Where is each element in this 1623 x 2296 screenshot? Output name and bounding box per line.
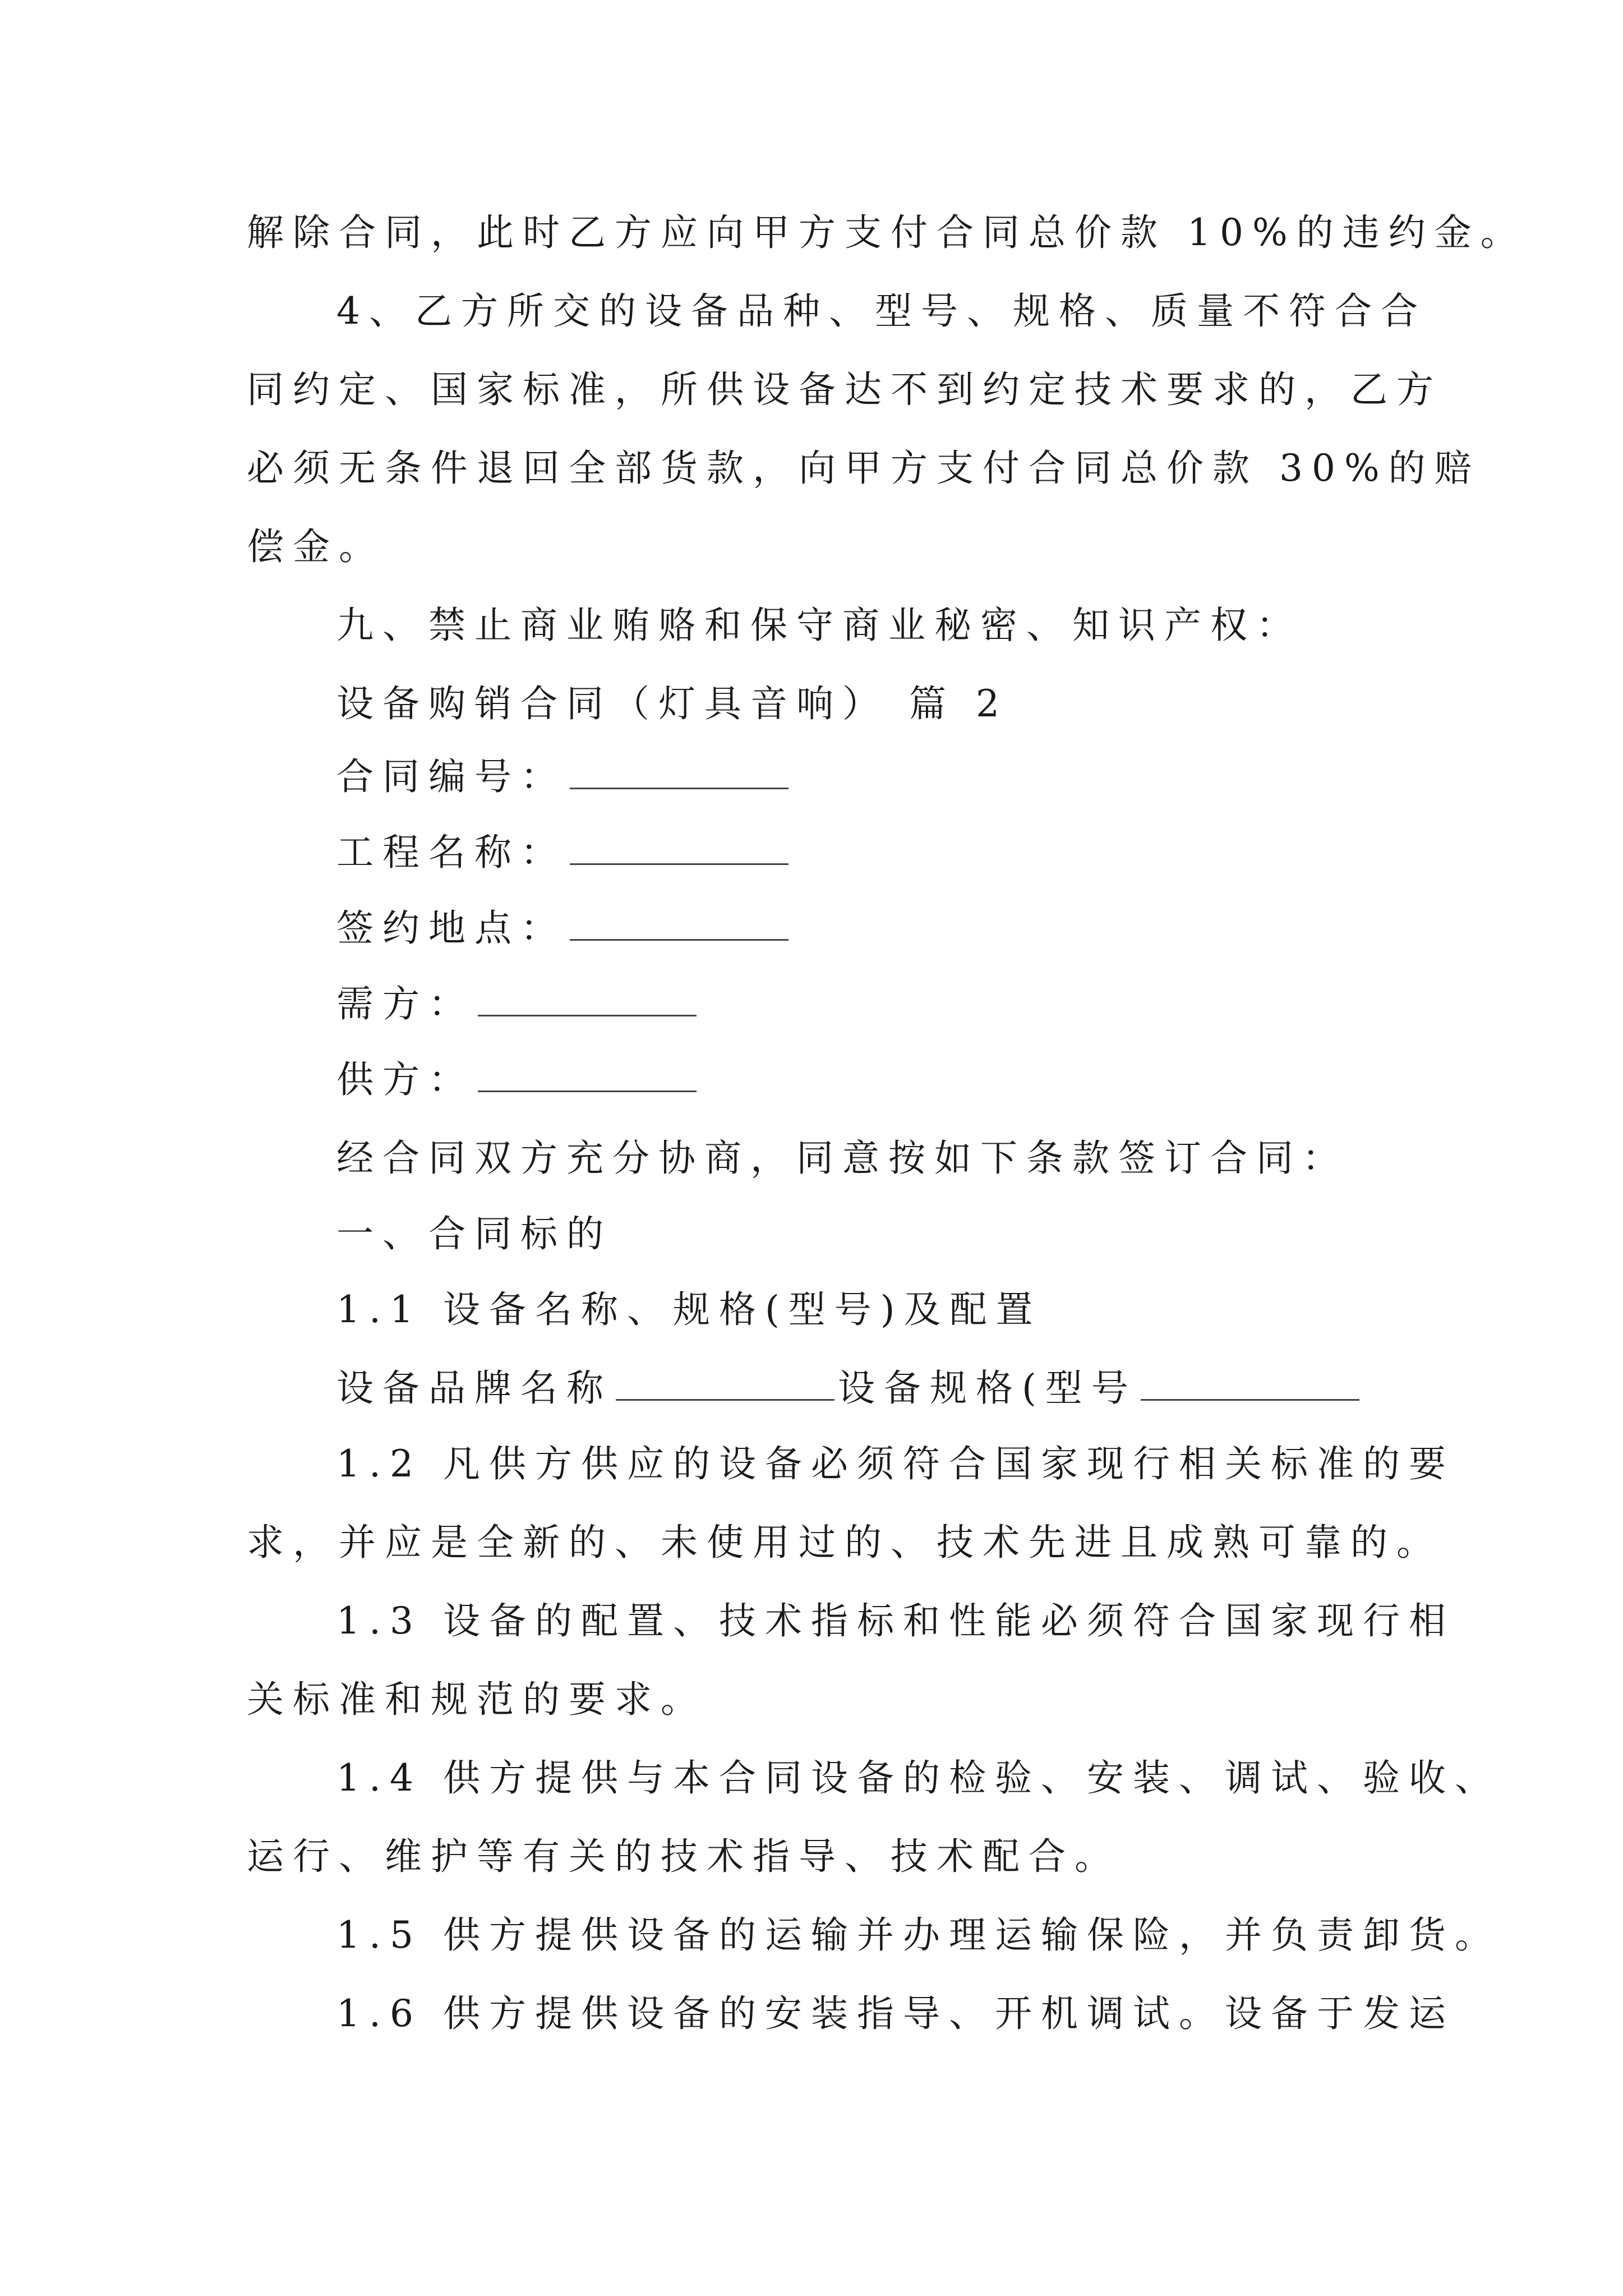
field-supplier (247, 1049, 1623, 1111)
paragraph-line (247, 516, 1623, 578)
line-text: 4、乙方所交的设备品种、型号、规格、质量不符合合 (336, 289, 1427, 333)
paragraph-line (247, 1983, 1623, 2045)
paragraph-line (247, 1279, 1623, 1341)
line-text: 必须无条件退回全部货款，向甲方支付合同总价款 30%的赔 (247, 447, 1481, 490)
line-text: 同约定、国家标准，所供设备达不到约定技术要求的，乙方 (247, 368, 1442, 411)
line-text: 九、禁止商业贿赂和保守商业秘密、知识产权： (336, 604, 1302, 647)
line-text: 关标准和规范的要求。 (247, 1678, 707, 1721)
line-text: 一、合同标的 (336, 1212, 612, 1255)
line-text: 求，并应是全新的、未使用过的、技术先进且成熟可靠的。 (247, 1521, 1442, 1564)
field-label: 设备规格(型号 (838, 1366, 1137, 1410)
paragraph-line (247, 1904, 1623, 1966)
paragraph-line (247, 1747, 1623, 1809)
blank-line (570, 835, 789, 865)
field-signing-location (247, 898, 1623, 959)
line-text: 1.1 设备名称、规格(型号)及配置 (336, 1288, 1042, 1331)
paragraph-line (247, 438, 1623, 499)
field-project-name (247, 822, 1623, 884)
field-equipment-brand-spec (247, 1358, 1623, 1419)
paragraph-line (247, 280, 1623, 342)
paragraph-line (247, 1590, 1623, 1652)
field-label: 供方： (336, 1058, 474, 1101)
blank-line (1141, 1371, 1359, 1401)
field-label: 工程名称： (336, 831, 566, 874)
paragraph-line (247, 1512, 1623, 1573)
line-text: 1.6 供方提供设备的安装指导、开机调试。设备于发运 (336, 1992, 1455, 2035)
section-heading (247, 1203, 1623, 1265)
field-label: 需方： (336, 982, 474, 1025)
blank-line (478, 987, 697, 1016)
field-contract-number (247, 746, 1623, 808)
blank-line (616, 1371, 834, 1401)
line-text: 经合同双方充分协商，同意按如下条款签订合同： (336, 1137, 1348, 1180)
paragraph-line (247, 1128, 1623, 1189)
blank-line (570, 911, 789, 941)
line-text: 1.5 供方提供设备的运输并办理运输保险，并负责卸货。 (336, 1913, 1501, 1957)
field-label: 设备品牌名称 (336, 1366, 612, 1410)
paragraph-line (247, 1433, 1623, 1495)
paragraph-line (247, 1826, 1623, 1888)
field-buyer (247, 973, 1623, 1035)
line-text: 运行、维护等有关的技术指导、技术配合。 (247, 1835, 1121, 1878)
line-text: 1.4 供方提供与本合同设备的检验、安装、调试、验收、 (336, 1756, 1501, 1800)
section-heading (247, 595, 1623, 656)
line-text: 1.3 设备的配置、技术指标和性能必须符合国家现行相 (336, 1599, 1455, 1642)
blank-line (570, 760, 789, 789)
paragraph-line (247, 1669, 1623, 1731)
field-label: 合同编号： (336, 755, 566, 798)
paragraph-line (247, 202, 1623, 264)
line-text: 解除合同，此时乙方应向甲方支付合同总价款 10%的违约金。 (247, 211, 1527, 254)
line-text: 设备购销合同（灯具音响） 篇 2 (336, 682, 1008, 725)
line-text: 1.2 凡供方供应的设备必须符合国家现行相关标准的要 (336, 1442, 1455, 1485)
paragraph-line (247, 359, 1623, 421)
line-text: 偿金。 (247, 525, 385, 568)
field-label: 签约地点： (336, 907, 566, 950)
document-title (247, 673, 1623, 735)
blank-line (478, 1062, 697, 1092)
